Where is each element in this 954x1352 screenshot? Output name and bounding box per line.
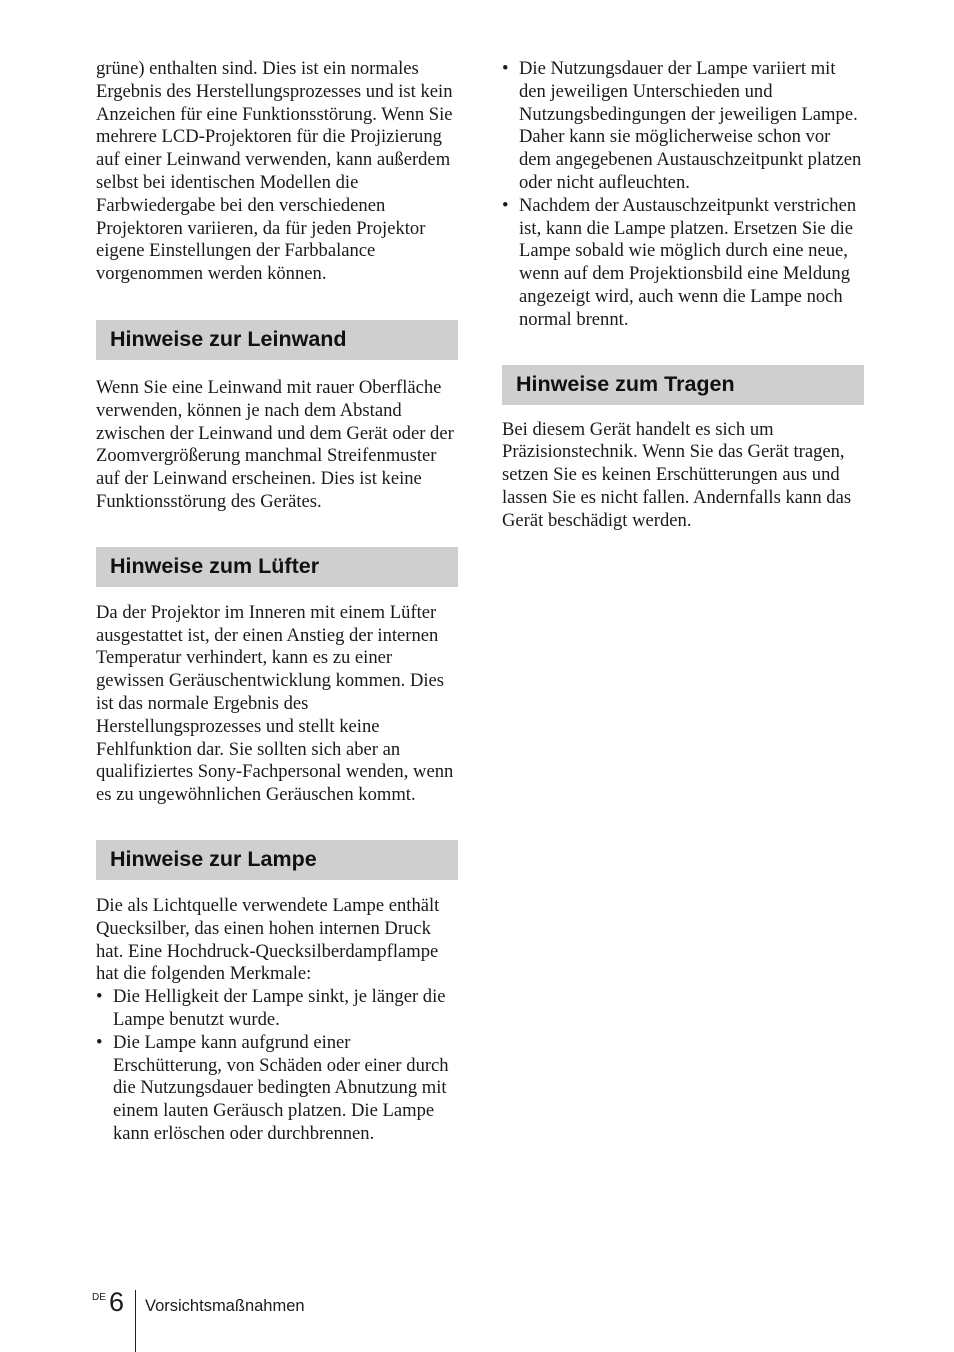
right-column [502,58,864,533]
heading-luefter: Hinweise zum Lüfter [96,547,458,587]
heading-tragen: Hinweise zum Tragen [502,365,864,405]
heading-lampe: Hinweise zur Lampe [96,840,458,880]
paragraph-tragen: Bei diesem Gerät handelt es sich um Präzisionstechnik. Wenn Sie das Gerät tragen, setzen Sie es keinen Erschütterungen aus und lassen Sie es nicht fallen. Andernfalls kann das Gerät beschädigt werden. [502,418,852,531]
footer-divider [135,1290,136,1352]
list-item: • Die Helligkeit der Lampe sinkt, je länger die Lampe benutzt wurde. [96,986,458,1032]
intro-paragraph: grüne) enthalten sind. Dies ist ein normales Ergebnis des Herstellungsprozesses und ist kein Anzeichen für eine Funktionsstörung. Wenn Sie mehrere LCD-Projektoren für die Projizierung auf einer Leinwand verwenden, kann außerdem selbst bei identischen Modellen die Farbwiedergabe bei den verschiedenen Projektoren variieren, da für jeden Projektor eigene Einstellungen der Farbbalance vorgenommen werden können. [96,58,453,285]
language-code: DE [92,1292,106,1303]
lamp-bullet-list [96,986,458,1146]
paragraph-luefter: Da der Projektor im Inneren mit einem Lüfter ausgestattet ist, der einen Anstieg der internen Temperatur verhindert, kann es zu einer gewissen Geräuschentwicklung kommen. Dies ist das normale Ergebnis des Herstellungsprozesses und stellt keine Fehlfunktion dar. Sie sollten sich aber an qualifiziertes Sony-Fachpersonal wenden, wenn es zu ungewöhnlichen Geräuschen kommt. [96,601,454,806]
paragraph-leinwand: Wenn Sie eine Leinwand mit rauer Oberfläche verwenden, können je nach dem Abstand zwischen der Leinwand und dem Gerät oder der Zoomvergrößerung manchmal Streifenmuster auf der Leinwand erscheinen. Dies ist keine Funktionsstörung des Gerätes. [96,376,454,512]
heading-leinwand: Hinweise zur Leinwand [96,320,458,360]
list-item: • Die Nutzungsdauer der Lampe variiert mit den jeweiligen Unterschieden und Nutzungsbedingungen der jeweiligen Lampe. Daher kann sie möglicherweise schon vor dem angegebenen Austauschzeitpunkt platzen oder nicht aufleuchten. [502,58,864,195]
list-item: • Nachdem der Austauschzeitpunkt verstrichen ist, kann die Lampe platzen. Ersetzen Sie die Lampe sobald wie möglich durch eine neue, wenn auf dem Projektionsbild eine Meldung angezeigt wird, auch wenn die Lampe noch normal brennt. [502,195,864,332]
page-number: 6 [109,1287,125,1317]
left-column [96,58,458,1146]
list-item: • Die Lampe kann aufgrund einer Erschütterung, von Schäden oder einer durch die Nutzungsdauer bedingten Abnutzung mit einem lauten Geräusch platzen. Die Lampe kann erlöschen oder durchbrennen. [96,1032,458,1146]
lamp-bullet-list-continued [502,58,864,332]
section-name: Vorsichtsmaßnahmen [145,1297,305,1315]
paragraph-lampe: Die als Lichtquelle verwendete Lampe enthält Quecksilber, das einen hohen internen Druck hat. Eine Hochdruck-Quecksilberdampflampe hat die folgenden Merkmale: [96,894,440,985]
